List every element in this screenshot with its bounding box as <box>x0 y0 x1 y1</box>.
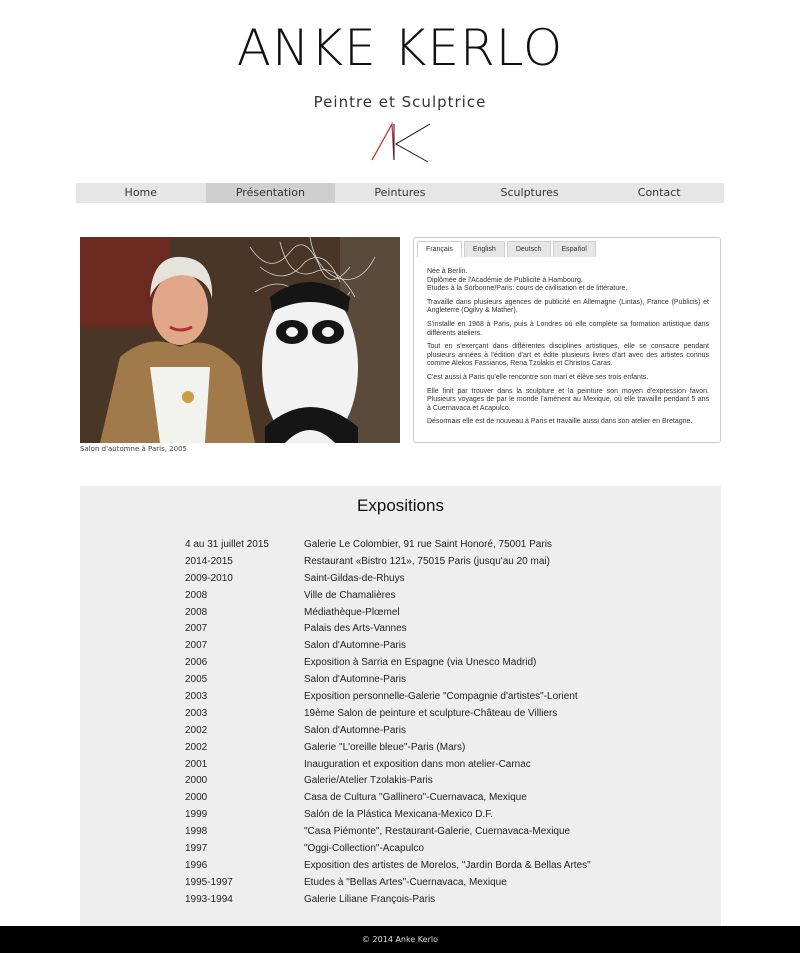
exposition-description: Galerie Le Colombier, 91 rue Saint Honoré, 75001 Paris <box>304 539 552 550</box>
exposition-date: 2007 <box>185 623 208 635</box>
exposition-description: Restaurant «Bistro 121», 75015 Paris (jusqu'au 20 mai) <box>304 555 550 567</box>
exposition-description: Palais des Arts-Vannes <box>304 623 407 635</box>
ak-logo <box>366 120 434 164</box>
exposition-date: 1993-1994 <box>185 893 233 905</box>
exposition-description: Galerie Liliane François-Paris <box>304 893 436 905</box>
exposition-date: 1997 <box>185 843 208 855</box>
exposition-row <box>185 605 665 622</box>
exposition-description: Galerie "L'oreille bleue"-Paris (Mars) <box>304 741 466 753</box>
exposition-description: Médiathèque-Plœmel <box>304 606 400 618</box>
nav-item-contact[interactable]: Contact <box>637 186 681 199</box>
nav-item-presentation[interactable]: Présentation <box>206 183 336 203</box>
exposition-date: 2008 <box>185 606 208 618</box>
exposition-row <box>185 537 665 554</box>
exposition-row <box>185 706 665 723</box>
exposition-row <box>185 554 665 571</box>
exposition-date: 2009-2010 <box>185 572 233 584</box>
exposition-row <box>185 740 665 757</box>
exposition-date: 4 au 31 juillet 2015 <box>185 539 269 550</box>
exposition-description: Salón de la Plástica Mexicana-Mexico D.F. <box>304 809 493 821</box>
bio-paragraph: C'est aussi à Paris qu'elle rencontre son mari et élève ses trois enfants. <box>427 373 649 381</box>
exposition-date: 2000 <box>185 775 208 787</box>
exposition-date: 2002 <box>185 741 208 753</box>
tab-lang-0[interactable]: Français <box>417 241 462 257</box>
exposition-row <box>185 858 665 875</box>
bio-panel <box>413 237 721 443</box>
exposition-description: Salon d'Automne-Paris <box>304 724 406 736</box>
photo-caption: Salon d'automne à Paris, 2005 <box>80 445 187 453</box>
exposition-date: 1998 <box>185 826 208 838</box>
bio-text <box>427 268 709 432</box>
tab-lang-1[interactable]: English <box>464 241 505 257</box>
exposition-row <box>185 807 665 824</box>
exposition-row <box>185 723 665 740</box>
bio-paragraph: Née à Berlin. Diplômée de l'Académie de Publicité à Hambourg. Etudes à la Sorbonne/Paris: cours de civilisation et de littérature. <box>427 268 628 293</box>
exposition-date: 2014-2015 <box>185 555 233 567</box>
exposition-description: Salon d'Automne-Paris <box>304 674 406 686</box>
tab-lang-3[interactable]: Español <box>553 241 596 257</box>
exposition-description: "Casa Piémonte", Restaurant-Galerie, Cuernavaca-Mexique <box>304 826 571 838</box>
exposition-row <box>185 571 665 588</box>
language-tabs <box>417 241 598 257</box>
exposition-description: Inauguration et exposition dans mon atelier-Carnac <box>304 758 531 770</box>
expositions-title: Expositions <box>357 496 444 515</box>
bio-paragraph: Tout en s'exerçant dans différentes disciplines artistiques, elle se consacre pendant plusieurs années à l'édition d'art et édite plusieurs livres d'art avec des artistes connus comme Alekos Fassianos, Rena Tzolakis et Christos Caras. <box>427 343 709 368</box>
exposition-description: Exposition à Sarria en Espagne (via Unesco Madrid) <box>304 657 537 669</box>
exposition-date: 1999 <box>185 809 208 821</box>
footer: © 2014 Anke Kerlo <box>0 926 800 953</box>
exposition-description: Exposition des artistes de Morelos, "Jardin Borda & Bellas Artes" <box>304 859 591 871</box>
exposition-description: Etudes à "Bellas Artes"-Cuernavaca, Mexique <box>304 876 507 888</box>
nav-item-peintures[interactable]: Peintures <box>374 186 426 199</box>
exposition-date: 2007 <box>185 640 208 652</box>
artist-photo <box>80 237 400 443</box>
exposition-description: Exposition personnelle-Galerie "Compagnie d'artistes"-Lorient <box>304 691 578 703</box>
exposition-row <box>185 655 665 672</box>
exposition-row <box>185 621 665 638</box>
exposition-row <box>185 757 665 774</box>
exposition-row <box>185 638 665 655</box>
exposition-description: "Oggi-Collection"-Acapulco <box>304 843 424 855</box>
nav-item-sculptures[interactable]: Sculptures <box>500 186 559 199</box>
exposition-description: Saint-Gildas-de-Rhuys <box>304 572 405 584</box>
site-title: ANKE KERLO <box>236 19 564 77</box>
exposition-description: 19ème Salon de peinture et sculpture-Château de Villiers <box>304 707 558 719</box>
exposition-date: 2003 <box>185 707 208 719</box>
photo-illustration <box>80 237 400 443</box>
bio-paragraph: Elle finit par trouver dans la sculpture et la peinture son moyen d'expression favori. Plusieurs voyages de par le monde l'amènent au Mexique, où elle travaille pendant 5 ans à Cuernavaca et Acapulco. <box>427 387 709 412</box>
exposition-description: Casa de Cultura "Gallinero"-Cuernavaca, Mexique <box>304 792 527 804</box>
exposition-row <box>185 689 665 706</box>
exposition-date: 2006 <box>185 657 208 669</box>
site-subtitle: Peintre et Sculptrice <box>313 93 487 111</box>
exposition-description: Galerie/Atelier Tzolakis-Paris <box>304 775 433 787</box>
exposition-row <box>185 672 665 689</box>
exposition-date: 2008 <box>185 589 208 601</box>
exposition-date: 2003 <box>185 691 208 703</box>
exposition-row <box>185 841 665 858</box>
nav-item-home[interactable]: Home <box>124 186 158 199</box>
exposition-description: Salon d'Automne-Paris <box>304 640 406 652</box>
bio-paragraph: Travaille dans plusieurs agences de publicité en Allemagne (Lintas), France (Publicis) et Angleterre (Ogilvy & Mather). <box>427 298 709 315</box>
exposition-row <box>185 790 665 807</box>
exposition-date: 2001 <box>185 758 208 770</box>
exposition-row <box>185 824 665 841</box>
exposition-row <box>185 773 665 790</box>
main-nav <box>76 183 724 203</box>
exposition-row <box>185 875 665 892</box>
expositions-list <box>185 537 665 909</box>
exposition-date: 2005 <box>185 674 208 686</box>
tab-lang-2[interactable]: Deutsch <box>507 241 551 257</box>
exposition-date: 1996 <box>185 859 208 871</box>
exposition-date: 2002 <box>185 724 208 736</box>
exposition-row <box>185 588 665 605</box>
exposition-date: 1995-1997 <box>185 876 233 888</box>
bio-paragraph: Désormais elle est de nouveau à Paris et travaille aussi dans son atelier en Bretagne. <box>427 418 693 426</box>
exposition-row <box>185 892 665 909</box>
exposition-date: 2000 <box>185 792 208 804</box>
exposition-description: Ville de Chamalières <box>304 589 396 601</box>
expositions-section <box>80 486 721 926</box>
bio-paragraph: S'installe en 1968 à Paris, puis à Londres où elle complète sa formation artistique dans différents ateliers. <box>427 320 709 337</box>
